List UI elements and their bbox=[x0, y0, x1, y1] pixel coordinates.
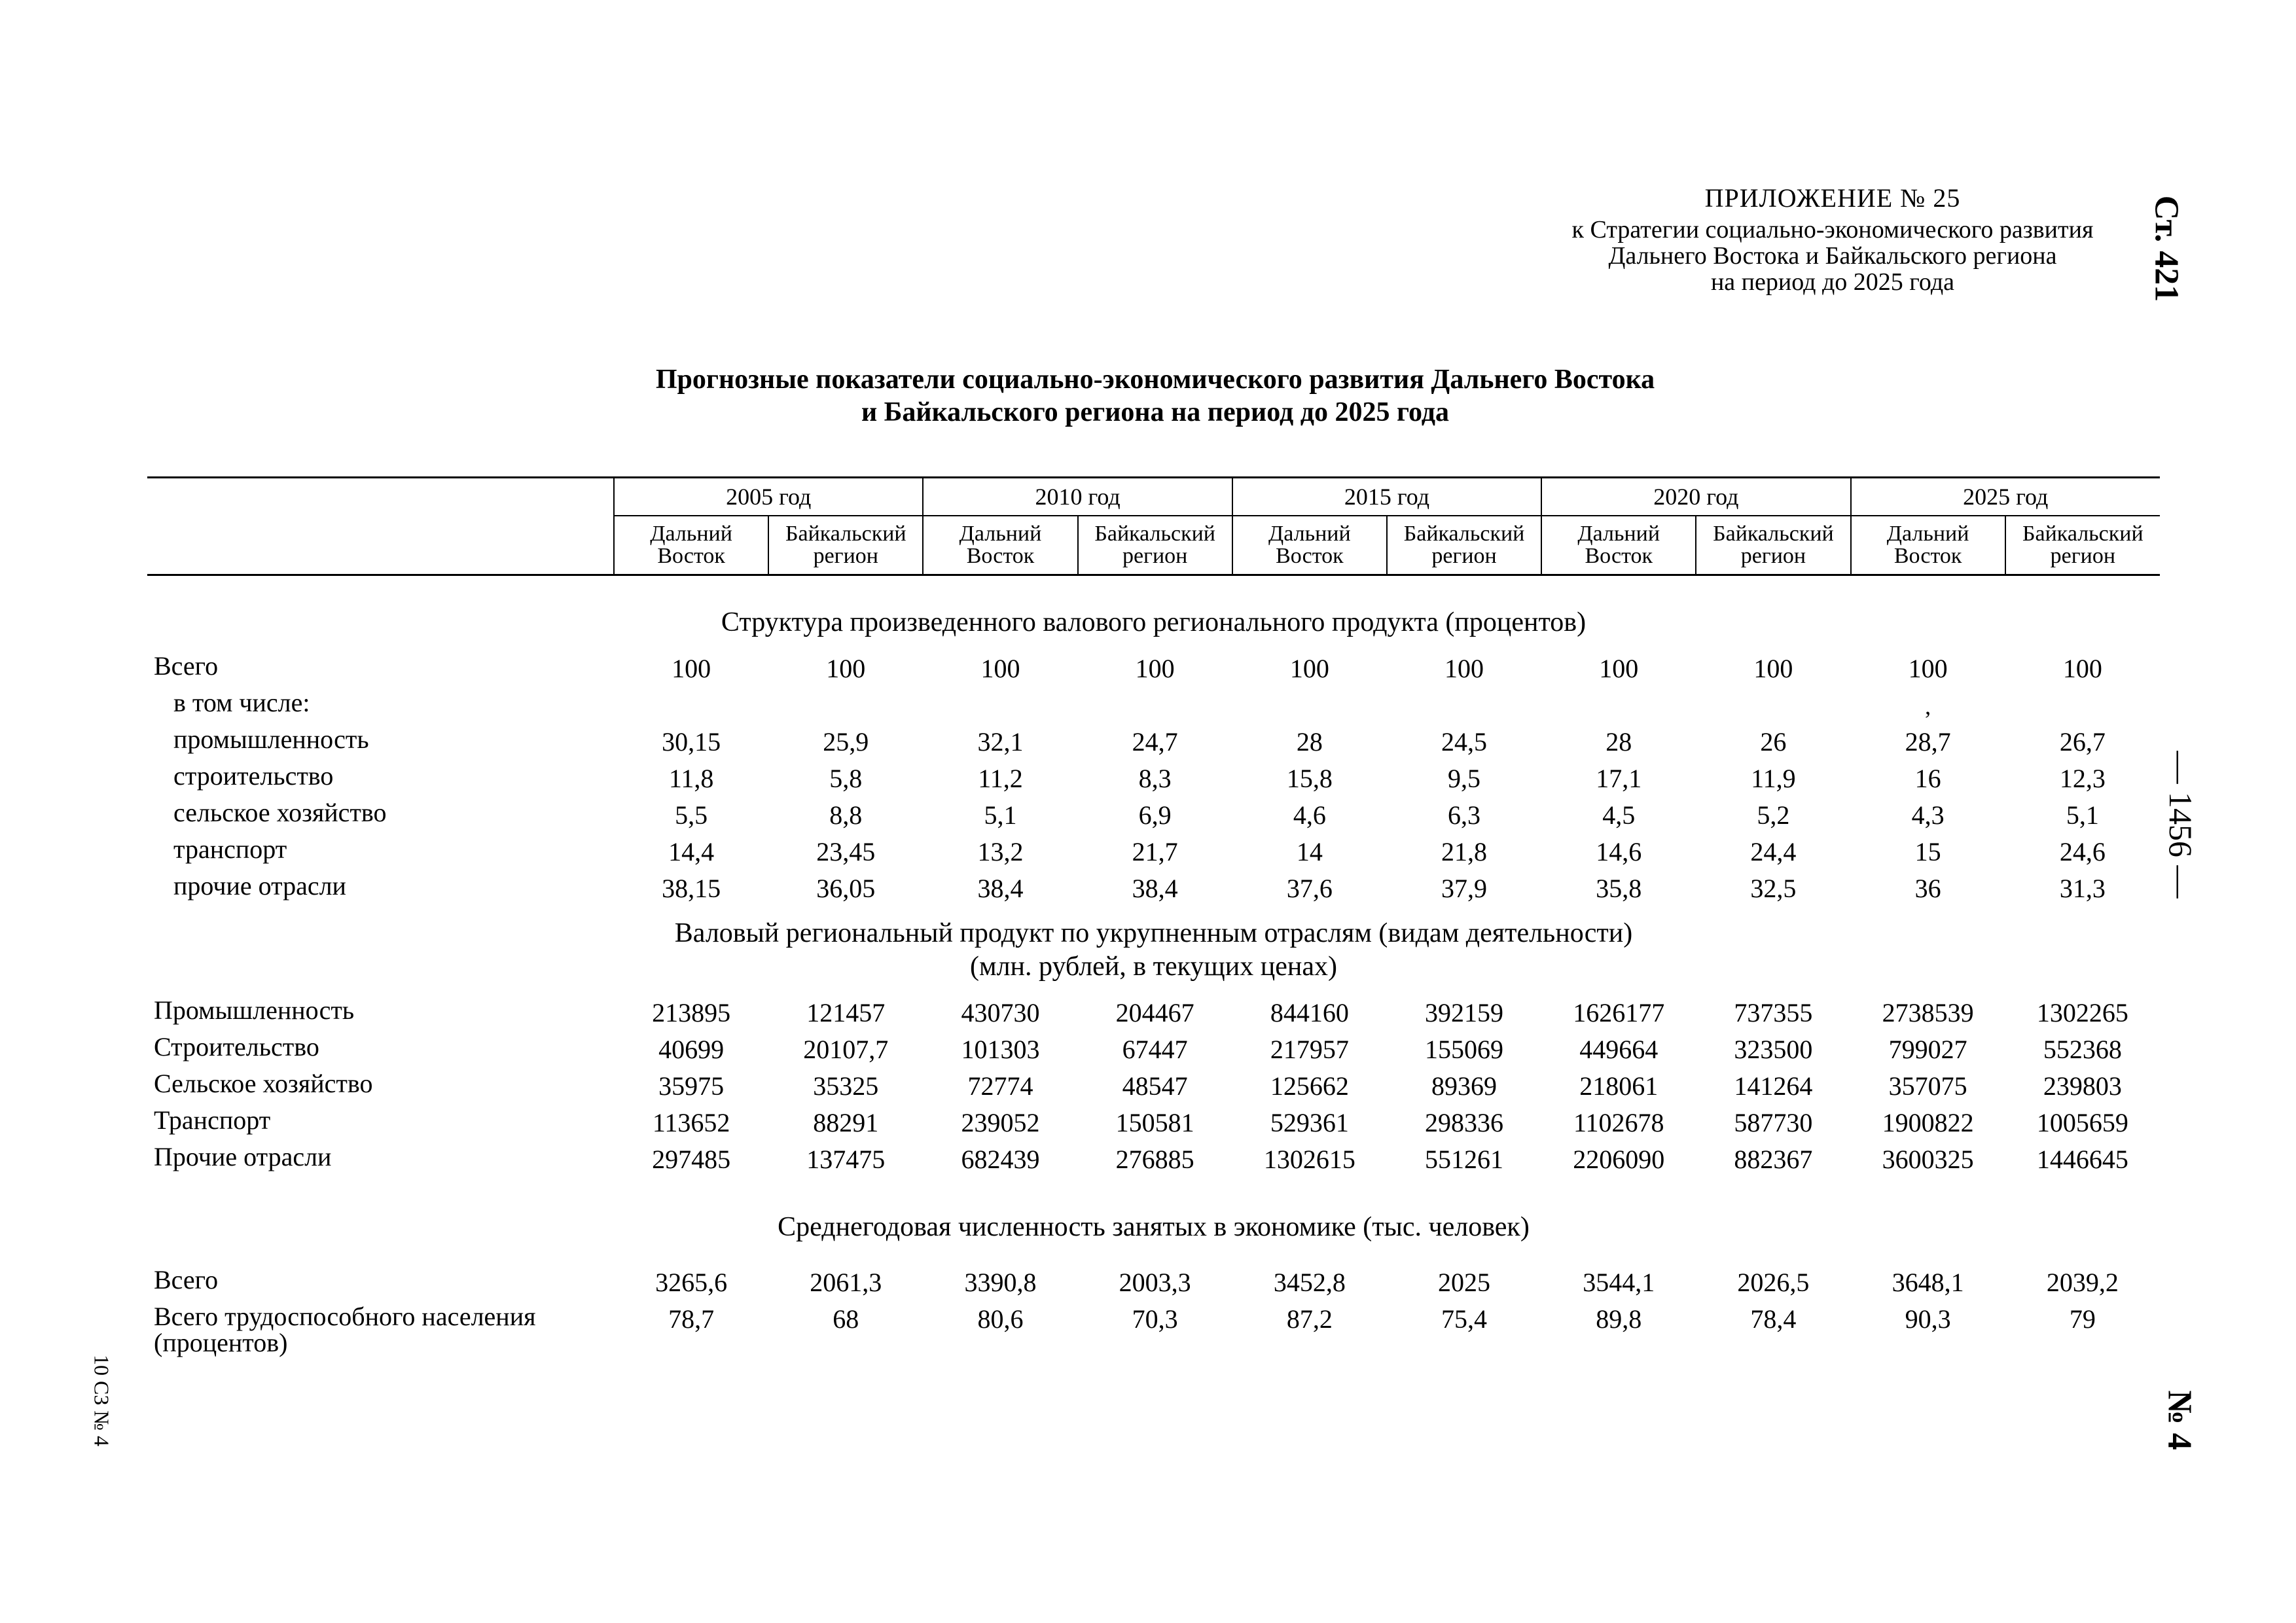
table-cell: 218061 bbox=[1579, 1071, 1659, 1101]
section-header-row bbox=[147, 575, 2160, 654]
row-label-text: Всего bbox=[154, 1265, 219, 1294]
table-cell: 17,1 bbox=[1596, 764, 1642, 793]
table-cell: 26,7 bbox=[2059, 727, 2106, 757]
table-cell: 100 bbox=[1444, 654, 1484, 683]
table-cell: 150581 bbox=[1115, 1108, 1194, 1137]
table-cell: 15 bbox=[1914, 837, 1941, 866]
table-cell: 3544,1 bbox=[1583, 1268, 1655, 1297]
table-cell: 357075 bbox=[1888, 1071, 1967, 1101]
table-cell: 14,4 bbox=[668, 837, 715, 866]
appendix-note bbox=[1505, 185, 2160, 296]
table-row bbox=[147, 873, 2160, 910]
header-year: 2010 год bbox=[923, 478, 1232, 516]
row-label-text: Прочие отрасли bbox=[154, 1142, 332, 1171]
table-cell: 100 bbox=[2062, 654, 2102, 683]
table-cell: 24,5 bbox=[1441, 727, 1488, 757]
header-region-line: Дальний bbox=[1886, 522, 1969, 546]
header-corner bbox=[147, 478, 614, 516]
row-label-text: Транспорт bbox=[154, 1105, 271, 1135]
table-cell: 37,9 bbox=[1441, 874, 1488, 903]
table-cell: 11,8 bbox=[668, 764, 714, 793]
section-title-line: Валовый региональный продукт по укрупненным отраслям (видам деятельности) bbox=[674, 918, 1633, 949]
row-label-text: Сельское хозяйство bbox=[154, 1069, 373, 1098]
table-cell: 11,2 bbox=[978, 764, 1023, 793]
table-cell: 141264 bbox=[1734, 1071, 1813, 1101]
table-cell: 5,1 bbox=[2066, 800, 2099, 830]
table-cell: 587730 bbox=[1734, 1108, 1813, 1137]
row-label-text: (процентов) bbox=[154, 1328, 288, 1357]
table-cell: 38,15 bbox=[662, 874, 721, 903]
header-region-line: Восток bbox=[1893, 544, 1962, 568]
row-label bbox=[147, 763, 614, 800]
table-cell: 100 bbox=[1753, 654, 1793, 683]
table-cell: 2061,3 bbox=[810, 1268, 882, 1297]
table-cell: 682439 bbox=[961, 1145, 1040, 1174]
header-region-line: Восток bbox=[1276, 544, 1344, 568]
header-region-line: Байкальский bbox=[2022, 522, 2144, 546]
table-cell: 239052 bbox=[961, 1108, 1040, 1137]
header-region bbox=[1851, 516, 2005, 575]
table-cell: 24,7 bbox=[1132, 727, 1178, 757]
table-cell: 2738539 bbox=[1882, 998, 1974, 1027]
appendix-line: на период до 2025 года bbox=[1710, 268, 1955, 296]
table-cell: 297485 bbox=[652, 1145, 731, 1174]
table-cell: 101303 bbox=[961, 1035, 1040, 1064]
table-cell: 80,6 bbox=[977, 1304, 1024, 1334]
table-cell: 30,15 bbox=[662, 727, 721, 757]
table-cell: 239803 bbox=[2043, 1071, 2122, 1101]
table-cell: 113652 bbox=[652, 1108, 730, 1137]
row-label-text: промышленность bbox=[173, 724, 369, 754]
table-cell: 2026,5 bbox=[1737, 1268, 1810, 1297]
table-cell: 38,4 bbox=[977, 874, 1024, 903]
table-cell: 12,3 bbox=[2059, 764, 2106, 793]
table-cell: 125662 bbox=[1270, 1071, 1349, 1101]
table-cell: 2206090 bbox=[1573, 1145, 1665, 1174]
table-cell: 5,8 bbox=[829, 764, 863, 793]
header-region-line: Дальний bbox=[1577, 522, 1660, 546]
table-cell: 35,8 bbox=[1596, 874, 1642, 903]
page-title-line: Прогнозные показатели социально-экономического развития Дальнего Востока bbox=[655, 365, 1655, 395]
table-cell: 2025 bbox=[1438, 1268, 1491, 1297]
table-row bbox=[147, 690, 2160, 726]
table-body bbox=[147, 575, 2160, 1357]
article-number: Ст. 421 bbox=[2147, 195, 2185, 302]
table-cell: 88291 bbox=[813, 1108, 879, 1137]
table-cell: 1302265 bbox=[2036, 998, 2128, 1027]
table-cell: 100 bbox=[1289, 654, 1329, 683]
header-region bbox=[1078, 516, 1232, 575]
table-cell: 9,5 bbox=[1448, 764, 1481, 793]
row-label-text: Всего bbox=[154, 651, 219, 681]
row-label bbox=[147, 1267, 614, 1304]
appendix-line: к Стратегии социально-экономического развития bbox=[1571, 216, 2094, 243]
table-cell: 78,4 bbox=[1750, 1304, 1797, 1334]
header-region bbox=[923, 516, 1077, 575]
table-cell: 40699 bbox=[658, 1035, 725, 1064]
section-title-line: Среднегодовая численность занятых в экономике (тыс. человек) bbox=[778, 1211, 1530, 1242]
table-cell: 23,45 bbox=[816, 837, 876, 866]
section-title bbox=[147, 575, 2160, 654]
table-cell: 100 bbox=[672, 654, 711, 683]
row-label-text: прочие отрасли bbox=[173, 871, 346, 901]
section-title bbox=[147, 1181, 2160, 1267]
table-cell: 1302615 bbox=[1263, 1145, 1355, 1174]
table-row bbox=[147, 1304, 2160, 1356]
table-cell: 48547 bbox=[1122, 1071, 1188, 1101]
table-cell bbox=[2005, 690, 2160, 726]
header-region bbox=[1541, 516, 1696, 575]
table-cell: 3265,6 bbox=[655, 1268, 728, 1297]
stray-mark: , bbox=[1925, 693, 1931, 719]
table-row bbox=[147, 653, 2160, 690]
section-title bbox=[147, 910, 2160, 997]
section-header-row bbox=[147, 910, 2160, 997]
table-cell: 26 bbox=[1760, 727, 1787, 757]
table-cell: 1626177 bbox=[1573, 998, 1665, 1027]
table-cell bbox=[614, 690, 768, 726]
table-cell: 32,5 bbox=[1750, 874, 1797, 903]
header-corner bbox=[147, 516, 614, 575]
table-cell: 28,7 bbox=[1905, 727, 1951, 757]
header-region-line: регион bbox=[1122, 544, 1188, 568]
table-cell: 75,4 bbox=[1441, 1304, 1488, 1334]
row-label bbox=[147, 836, 614, 873]
table-cell: 24,4 bbox=[1750, 837, 1797, 866]
header-region bbox=[2005, 516, 2160, 575]
header-region bbox=[768, 516, 923, 575]
header-region-line: Байкальский bbox=[1094, 522, 1216, 546]
header-region-line: Восток bbox=[1585, 544, 1653, 568]
table-row bbox=[147, 1071, 2160, 1107]
section-title-line: Структура произведенного валового регионального продукта (процентов) bbox=[721, 607, 1587, 637]
table-cell: 36,05 bbox=[816, 874, 876, 903]
table-cell: 8,3 bbox=[1138, 764, 1172, 793]
table-cell: 38,4 bbox=[1132, 874, 1178, 903]
table-cell: 8,8 bbox=[829, 800, 863, 830]
row-label bbox=[147, 997, 614, 1034]
header-regions-row bbox=[147, 516, 2160, 575]
table-cell: 16 bbox=[1914, 764, 1941, 793]
table-row bbox=[147, 1034, 2160, 1071]
table-cell bbox=[1387, 690, 1541, 726]
table-cell: 100 bbox=[980, 654, 1020, 683]
row-label-text: Промышленность bbox=[154, 995, 355, 1025]
table-cell: 35975 bbox=[658, 1071, 725, 1101]
table-cell: 4,5 bbox=[1602, 800, 1636, 830]
table-cell: 276885 bbox=[1115, 1145, 1194, 1174]
page-title bbox=[458, 363, 1852, 429]
header-year: 2025 год bbox=[1851, 478, 2160, 516]
page-number: — 1456 — bbox=[2162, 751, 2199, 899]
row-label bbox=[147, 1144, 614, 1181]
header-years-row bbox=[147, 478, 2160, 516]
table-cell: 217957 bbox=[1270, 1035, 1349, 1064]
table-cell: 4,3 bbox=[1911, 800, 1945, 830]
header-region bbox=[1232, 516, 1387, 575]
table-cell: 1900822 bbox=[1882, 1108, 1974, 1137]
table-cell: 3390,8 bbox=[964, 1268, 1037, 1297]
row-label-text: Всего трудоспособного населения bbox=[154, 1302, 536, 1331]
table-cell bbox=[1541, 690, 1696, 726]
row-label bbox=[147, 690, 614, 726]
header-region-line: Байкальский bbox=[1403, 522, 1525, 546]
row-label bbox=[147, 873, 614, 910]
table-cell: 25,9 bbox=[823, 727, 869, 757]
table-cell: 5,2 bbox=[1757, 800, 1790, 830]
table-cell: 3452,8 bbox=[1273, 1268, 1346, 1297]
header-region bbox=[614, 516, 768, 575]
table-cell: 1005659 bbox=[2036, 1108, 2128, 1137]
table-row bbox=[147, 726, 2160, 763]
table-cell: 11,9 bbox=[1751, 764, 1796, 793]
header-region-line: Байкальский bbox=[785, 522, 906, 546]
section-header-row bbox=[147, 1181, 2160, 1267]
table-cell: 20107,7 bbox=[803, 1035, 889, 1064]
table-cell: 323500 bbox=[1734, 1035, 1813, 1064]
table-cell: 14,6 bbox=[1596, 837, 1642, 866]
header-region bbox=[1387, 516, 1541, 575]
row-label-text: Строительство bbox=[154, 1032, 319, 1061]
table-cell: 1102678 bbox=[1573, 1108, 1664, 1137]
table-cell bbox=[1078, 690, 1232, 726]
table-cell bbox=[768, 690, 923, 726]
row-label bbox=[147, 726, 614, 763]
table-cell: 90,3 bbox=[1905, 1304, 1951, 1334]
table-row bbox=[147, 997, 2160, 1034]
table-cell: 35325 bbox=[813, 1071, 879, 1101]
table-cell: 36 bbox=[1914, 874, 1941, 903]
row-label bbox=[147, 1071, 614, 1107]
header-region-line: регион bbox=[2050, 544, 2116, 568]
table-cell: 78,7 bbox=[668, 1304, 715, 1334]
table-cell: 72774 bbox=[967, 1071, 1033, 1101]
table-cell: 32,1 bbox=[977, 727, 1024, 757]
table-cell bbox=[923, 690, 1077, 726]
table-cell: 100 bbox=[826, 654, 866, 683]
header-region-line: Дальний bbox=[959, 522, 1042, 546]
table-cell bbox=[1232, 690, 1387, 726]
table-row bbox=[147, 1267, 2160, 1304]
table-cell: 137475 bbox=[806, 1145, 886, 1174]
table-cell: 14 bbox=[1296, 837, 1323, 866]
appendix-line: Дальнего Востока и Байкальского региона bbox=[1608, 241, 2057, 270]
table-cell bbox=[1851, 690, 2005, 726]
row-label-text: сельское хозяйство bbox=[173, 798, 387, 827]
header-region-line: Дальний bbox=[650, 522, 732, 546]
issue-number: № 4 bbox=[2161, 1390, 2198, 1450]
table-cell: 4,6 bbox=[1293, 800, 1326, 830]
table-cell: 21,8 bbox=[1441, 837, 1488, 866]
table-cell: 204467 bbox=[1115, 998, 1194, 1027]
table-cell: 799027 bbox=[1888, 1035, 1967, 1064]
table-row bbox=[147, 836, 2160, 873]
table-cell: 100 bbox=[1599, 654, 1639, 683]
table-cell: 89,8 bbox=[1596, 1304, 1642, 1334]
table-cell: 13,2 bbox=[977, 837, 1024, 866]
row-label bbox=[147, 1304, 614, 1356]
table-cell: 1446645 bbox=[2036, 1145, 2128, 1174]
row-label bbox=[147, 1107, 614, 1144]
table-cell: 529361 bbox=[1270, 1108, 1349, 1137]
header-region-line: Восток bbox=[657, 544, 725, 568]
row-label bbox=[147, 800, 614, 836]
table-cell: 392159 bbox=[1425, 998, 1504, 1027]
header-region-line: Восток bbox=[966, 544, 1035, 568]
table-cell: 70,3 bbox=[1132, 1304, 1178, 1334]
table-cell: 68 bbox=[833, 1304, 859, 1334]
table-cell: 87,2 bbox=[1286, 1304, 1333, 1334]
header-year: 2020 год bbox=[1541, 478, 1850, 516]
table-cell: 551261 bbox=[1425, 1145, 1504, 1174]
row-label-text: в том числе: bbox=[173, 688, 310, 717]
table-cell: 6,3 bbox=[1448, 800, 1481, 830]
page-title-line: и Байкальского региона на период до 2025 года bbox=[861, 397, 1450, 428]
table-cell bbox=[1696, 690, 1850, 726]
header-region-line: Байкальский bbox=[1713, 522, 1834, 546]
header-region bbox=[1696, 516, 1850, 575]
row-label-text: строительство bbox=[173, 761, 334, 791]
table-cell: 31,3 bbox=[2059, 874, 2106, 903]
table-cell: 2039,2 bbox=[2046, 1268, 2119, 1297]
table-cell: 6,9 bbox=[1138, 800, 1172, 830]
table-cell: 3648,1 bbox=[1892, 1268, 1964, 1297]
header-region-line: регион bbox=[1431, 544, 1497, 568]
table-row bbox=[147, 800, 2160, 836]
table-cell: 28 bbox=[1605, 727, 1632, 757]
header-year: 2005 год bbox=[614, 478, 923, 516]
forecast-table bbox=[147, 476, 2160, 1356]
table-row bbox=[147, 1144, 2160, 1181]
table-cell: 67447 bbox=[1122, 1035, 1188, 1064]
table-cell: 37,6 bbox=[1286, 874, 1333, 903]
table-cell: 3600325 bbox=[1882, 1145, 1974, 1174]
row-label-text: транспорт bbox=[173, 834, 287, 864]
table-cell: 2003,3 bbox=[1119, 1268, 1191, 1297]
table-cell: 15,8 bbox=[1286, 764, 1333, 793]
row-label bbox=[147, 1034, 614, 1071]
table-cell: 89369 bbox=[1431, 1071, 1498, 1101]
table-row bbox=[147, 1107, 2160, 1144]
header-region-line: Дальний bbox=[1268, 522, 1351, 546]
edition-mark: 10 СЗ № 4 bbox=[90, 1355, 114, 1446]
table-cell: 430730 bbox=[961, 998, 1040, 1027]
table-cell: 100 bbox=[1908, 654, 1948, 683]
table-cell: 121457 bbox=[806, 998, 886, 1027]
table-cell: 21,7 bbox=[1132, 837, 1178, 866]
table-cell: 79 bbox=[2069, 1304, 2096, 1334]
table-cell: 5,5 bbox=[675, 800, 708, 830]
appendix-title: ПРИЛОЖЕНИЕ № 25 bbox=[1704, 183, 1961, 213]
table-cell: 155069 bbox=[1425, 1035, 1504, 1064]
header-year: 2015 год bbox=[1232, 478, 1541, 516]
table-cell: 882367 bbox=[1734, 1145, 1813, 1174]
table-cell: 737355 bbox=[1734, 998, 1813, 1027]
header-region-line: регион bbox=[1740, 544, 1806, 568]
header-region-line: регион bbox=[813, 544, 879, 568]
section-subtitle: (млн. рублей, в текущих ценах) bbox=[970, 951, 1337, 982]
table-cell: 100 bbox=[1135, 654, 1175, 683]
table-cell: 552368 bbox=[2043, 1035, 2122, 1064]
table-row bbox=[147, 763, 2160, 800]
table-cell: 5,1 bbox=[984, 800, 1017, 830]
table-cell: 213895 bbox=[652, 998, 731, 1027]
row-label bbox=[147, 653, 614, 690]
table-cell: 844160 bbox=[1270, 998, 1349, 1027]
table-cell: 28 bbox=[1296, 727, 1323, 757]
table-cell: 449664 bbox=[1579, 1035, 1659, 1064]
table-cell: 24,6 bbox=[2059, 837, 2106, 866]
table-cell: 298336 bbox=[1425, 1108, 1504, 1137]
